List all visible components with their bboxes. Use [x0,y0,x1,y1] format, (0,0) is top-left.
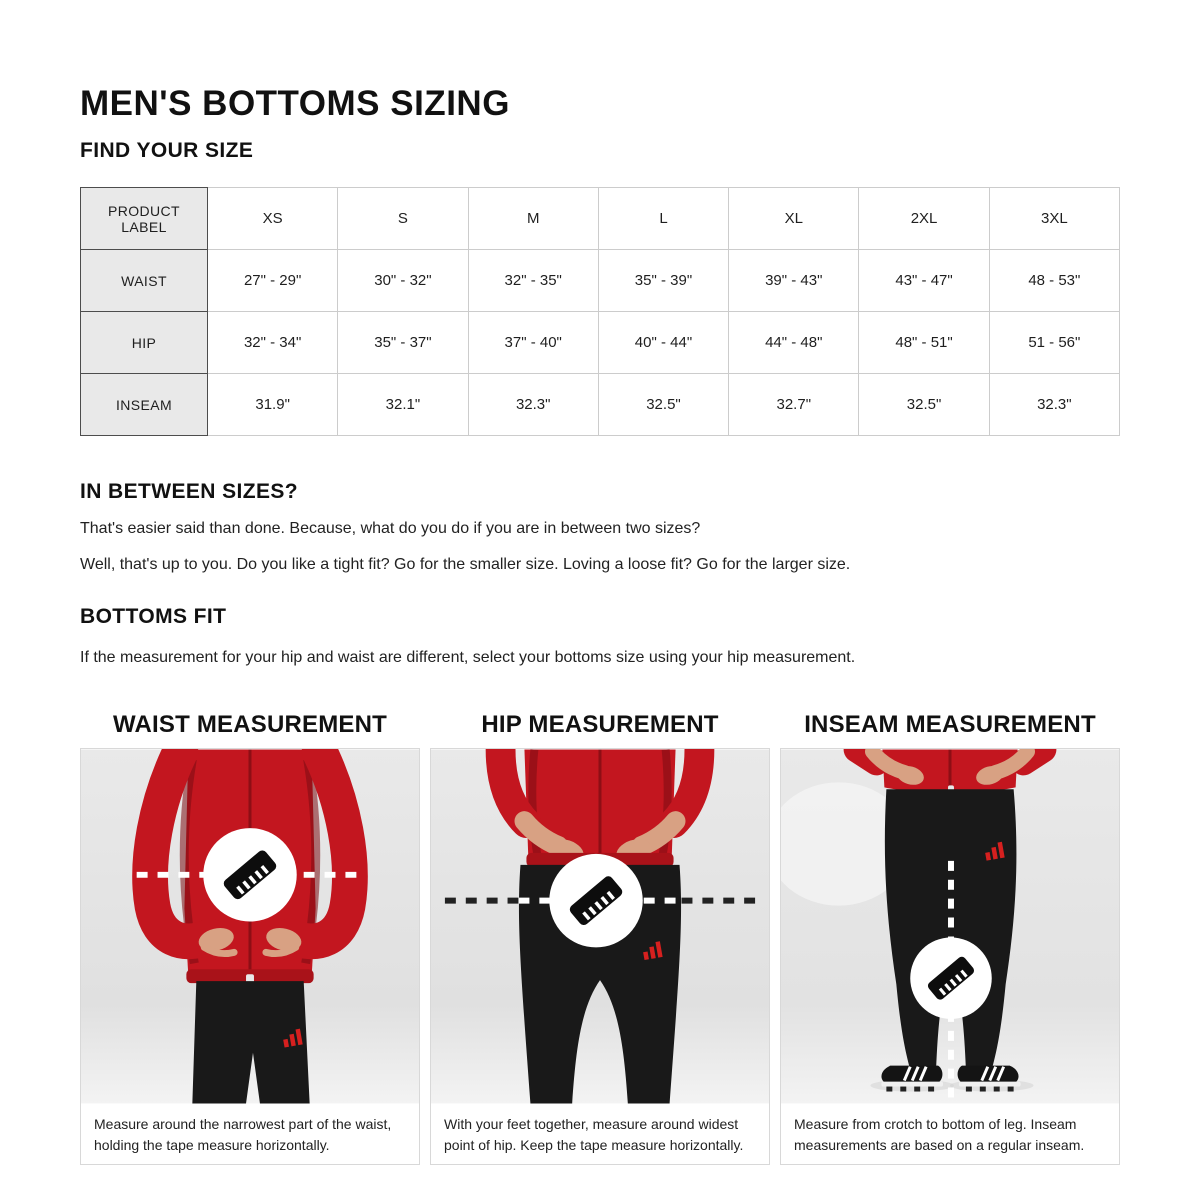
waist-cell: 35" - 39" [598,250,728,312]
bottoms-fit-section [80,605,1120,669]
page-title: MEN'S BOTTOMS SIZING [80,84,510,123]
measure-badge [203,828,296,921]
product-label-cell: PRODUCT LABEL [81,188,208,250]
waist-photo [81,749,419,1104]
waist-cell: 30" - 32" [338,250,468,312]
hip-figure-illustration [431,749,769,1104]
hip-cell: 32" - 34" [208,312,338,374]
inseam-figure-illustration [781,749,1119,1104]
inseam-caption-text: Measure from crotch to bottom of leg. Inseam measurements are based on a regular inseam. [794,1115,1085,1153]
in-between-sizes-heading: IN BETWEEN SIZES? [80,480,298,503]
row-label-hip: HIP [81,312,208,374]
hip-caption [431,1104,769,1164]
inseam-caption [781,1104,1119,1164]
inseam-measurement-column [780,711,1120,1165]
waist-measurement-column [80,711,420,1165]
size-column-header-3xl: 3XL [989,188,1119,250]
measure-badge [549,854,642,947]
measure-badge [910,937,992,1019]
inseam-cell: 32.7" [729,374,859,436]
waist-cell: 48 - 53" [989,250,1119,312]
hip-cell: 35" - 37" [338,312,468,374]
inseam-cell: 32.3" [468,374,598,436]
size-column-header-l: L [598,188,728,250]
hip-measurement-column [430,711,770,1165]
find-your-size-heading: FIND YOUR SIZE [80,139,254,162]
in-between-sizes-text-1: That's easier said than done. Because, what do you do if you are in between two sizes? [80,520,701,537]
inseam-cell: 32.5" [598,374,728,436]
inseam-cell: 32.3" [989,374,1119,436]
hip-cell: 51 - 56" [989,312,1119,374]
hip-row [81,312,1120,374]
size-column-header-2xl: 2XL [859,188,989,250]
waist-caption [81,1104,419,1164]
size-column-header-s: S [338,188,468,250]
inseam-measurement-card [780,748,1120,1165]
waist-cell: 27" - 29" [208,250,338,312]
waist-cell: 39" - 43" [729,250,859,312]
waist-cell: 43" - 47" [859,250,989,312]
inseam-photo [781,749,1119,1104]
hip-cell: 40" - 44" [598,312,728,374]
inseam-row [81,374,1120,436]
hip-cell: 48" - 51" [859,312,989,374]
waist-figure-illustration [81,749,419,1104]
waist-caption-text: Measure around the narrowest part of the waist, holding the tape measure horizontally. [94,1115,392,1153]
hip-measurement-card [430,748,770,1165]
size-column-header-xs: XS [208,188,338,250]
size-column-header-m: M [468,188,598,250]
bottoms-fit-heading: BOTTOMS FIT [80,605,227,629]
row-label-inseam: INSEAM [81,374,208,436]
in-between-sizes-section [80,480,1120,575]
row-label-waist: WAIST [81,250,208,312]
hip-measurement-heading: HIP MEASUREMENT [481,710,719,738]
waist-cell: 32" - 35" [468,250,598,312]
waist-measurement-card [80,748,420,1165]
inseam-cell: 32.5" [859,374,989,436]
measurement-guides [80,711,1120,1165]
hip-cell: 37" - 40" [468,312,598,374]
hip-photo [431,749,769,1104]
waist-measurement-heading: WAIST MEASUREMENT [112,710,388,738]
size-table-header-row [81,188,1120,250]
size-column-header-xl: XL [729,188,859,250]
hip-caption-text: With your feet together, measure around widest point of hip. Keep the tape measure horizontally. [444,1115,744,1153]
inseam-measurement-heading: INSEAM MEASUREMENT [804,710,1096,738]
inseam-cell: 32.1" [338,374,468,436]
hip-cell: 44" - 48" [729,312,859,374]
bottoms-fit-text: If the measurement for your hip and waist are different, select your bottoms size using your hip measurement. [80,649,856,667]
in-between-sizes-text-2: Well, that's up to you. Do you like a tight fit? Go for the smaller size. Loving a loose fit? Go for the larger size. [80,555,851,573]
waist-row [81,250,1120,312]
size-table [80,187,1120,436]
inseam-cell: 31.9" [208,374,338,436]
